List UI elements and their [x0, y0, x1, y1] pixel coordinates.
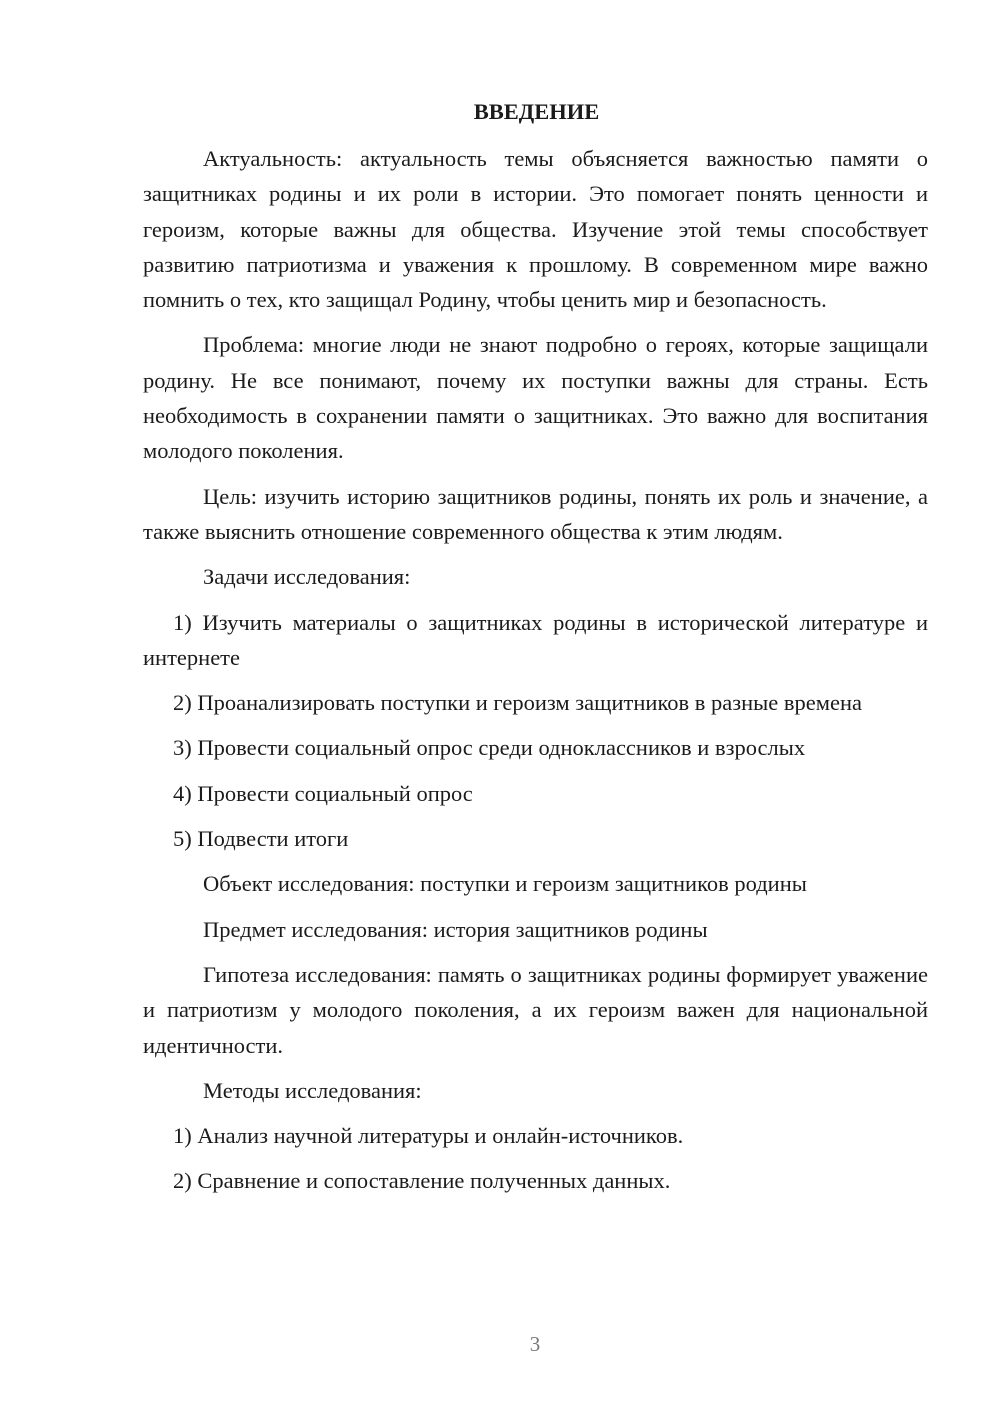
page-content — [143, 94, 928, 1209]
task-item: 2) Проанализировать поступки и героизм защитников в разные времена — [173, 690, 862, 716]
hypothesis-paragraph: Гипотеза исследования: память о защитниках родины формирует уважение и патриотизм у молодого поколения, а их героизм важен для национальной идентичности. — [143, 961, 928, 1058]
page-number: 3 — [529, 1332, 541, 1356]
section-title: ВВЕДЕНИЕ — [473, 99, 600, 124]
problem-paragraph: Проблема: многие люди не знают подробно о героях, которые защищали родину. Не все понимают, почему их поступки важны для страны. Есть необходимость в сохранении памяти о защитниках. Это важно для воспитания молодого поколения. — [143, 332, 928, 464]
task-item: 5) Подвести итоги — [173, 826, 349, 852]
goal-paragraph: Цель: изучить историю защитников родины, понять их роль и значение, а также выяснить отношение современного общества к этим людям. — [143, 483, 928, 544]
subject-line: Предмет исследования: история защитников родины — [203, 916, 708, 942]
task-item: 4) Провести социальный опрос — [173, 780, 473, 806]
object-line: Объект исследования: поступки и героизм защитников родины — [203, 871, 807, 897]
tasks-heading: Задачи исследования: — [203, 564, 411, 590]
task-item: 3) Провести социальный опрос среди одноклассников и взрослых — [173, 735, 806, 761]
method-item: 2) Сравнение и сопоставление полученных данных. — [173, 1168, 671, 1194]
methods-heading: Методы исследования: — [203, 1077, 422, 1103]
relevance-paragraph: Актуальность: актуальность темы объясняется важностью памяти о защитниках родины и их роли в истории. Это помогает понять ценности и героизм, которые важны для общества. Изучение этой темы способствует развитию патриотизма и уважения к прошлому. В современном мире важно помнить о тех, кто защищал Родину, чтобы ценить мир и безопасность. — [143, 146, 928, 313]
task-item: 1) Изучить материалы о защитниках родины в исторической литературе и интернете — [143, 609, 928, 670]
method-item: 1) Анализ научной литературы и онлайн-источников. — [173, 1123, 684, 1149]
